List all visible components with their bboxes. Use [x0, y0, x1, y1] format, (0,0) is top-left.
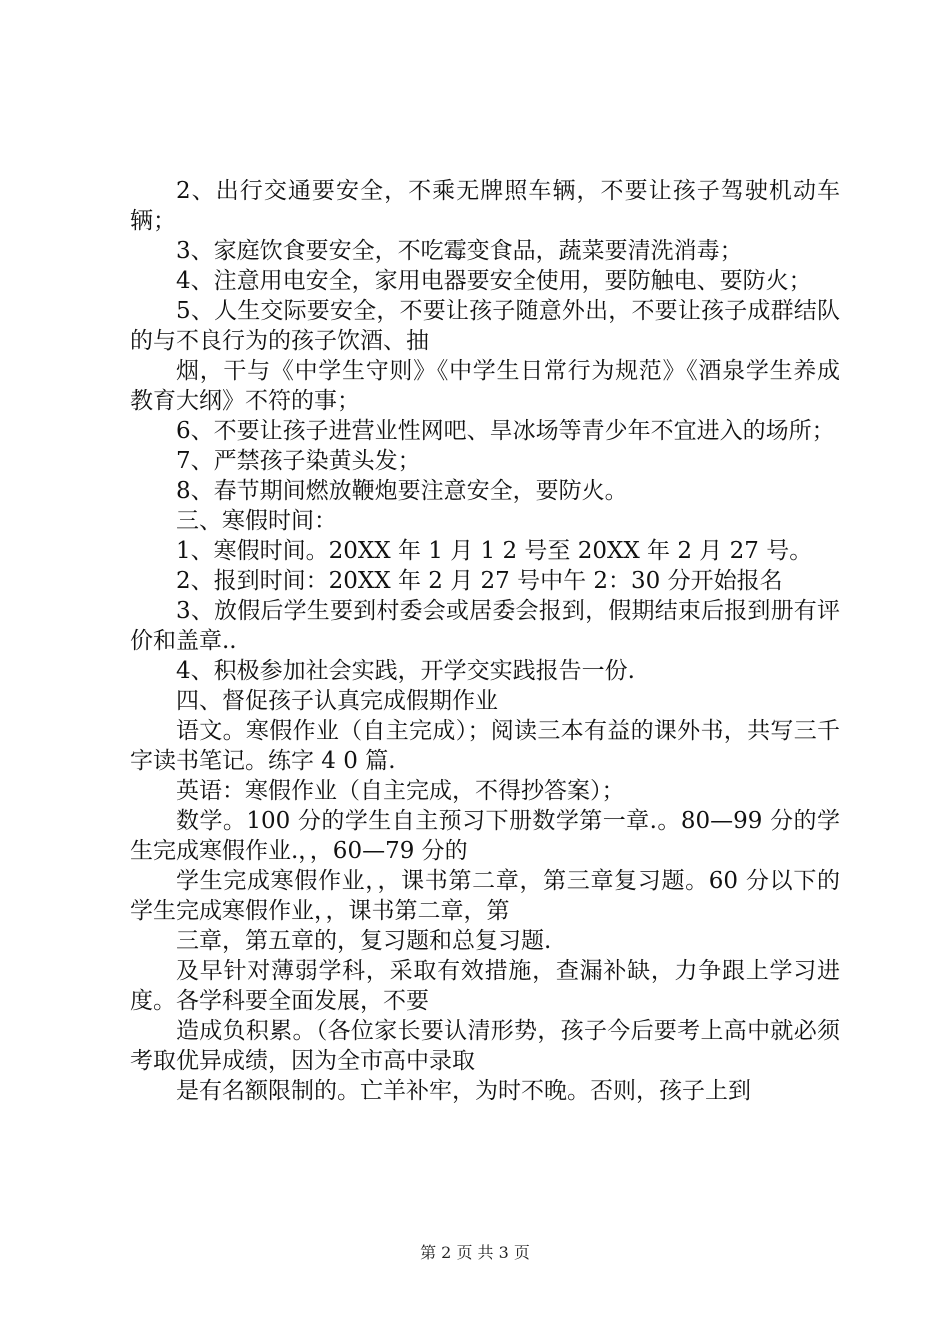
paragraph-item-4: 4、注意用电安全，家用电器要安全使用，要防触电、要防火； — [176, 268, 812, 294]
paragraph-weak-subjects: 及早针对薄弱学科，采取有效措施，查漏补缺，力争跟上学习进度。各学科要全面发展，不要 — [130, 958, 840, 1014]
paragraph-item-7: 7、严禁孩子染黄头发； — [176, 448, 421, 474]
paragraph-holiday-time: 1、寒假时间。20XX 年 1 月 1 2 号至 20XX 年 2 月 27 号。 — [176, 538, 813, 564]
paragraph-item-6: 6、不要让孩子进营业性网吧、旱冰场等青少年不宜进入的场所； — [176, 418, 835, 444]
page-number-footer: 第 2 页 共 3 页 — [420, 1243, 530, 1262]
paragraph-report-village: 3、放假后学生要到村委会或居委会报到，假期结束后报到册有评价和盖章.. — [130, 598, 840, 654]
paragraph-item-3: 3、家庭饮食要安全，不吃霉变食品，蔬菜要清洗消毒； — [176, 238, 743, 264]
paragraph-item-2: 2、出行交通要安全，不乘无牌照车辆，不要让孩子驾驶机动车辆； — [130, 178, 840, 234]
paragraph-parents-note-continued: 是有名额限制的。亡羊补牢，为时不晚。否则，孩子上到 — [176, 1078, 751, 1104]
paragraph-math-continued: 学生完成寒假作业，，课书第二章，第三章复习题。60 分以下的学生完成寒假作业，，课书第二章，第 — [130, 868, 840, 924]
section-heading-3: 三、寒假时间： — [176, 508, 337, 534]
section-heading-4: 四、督促孩子认真完成假期作业 — [176, 688, 498, 714]
paragraph-chinese: 语文。寒假作业（自主完成）；阅读三本有益的课外书，共写三千字读书笔记。练字 4 0 篇. — [130, 718, 840, 774]
paragraph-item-5: 5、人生交际要安全，不要让孩子随意外出，不要让孩子成群结队的与不良行为的孩子饮酒、抽 — [130, 298, 840, 354]
paragraph-math-continued-2: 三章，第五章的，复习题和总复习题. — [176, 928, 552, 954]
paragraph-report-time: 2、报到时间：20XX 年 2 月 27 号中午 2：30 分开始报名 — [176, 568, 783, 594]
paragraph-social-practice: 4、积极参加社会实践，开学交实践报告一份. — [176, 658, 635, 684]
paragraph-parents-note: 造成负积累。（各位家长要认清形势，孩子今后要考上高中就必须考取优异成绩，因为全市高中录取 — [130, 1018, 840, 1074]
paragraph-item-8: 8、春节期间燃放鞭炮要注意安全，要防火。 — [176, 478, 628, 504]
document-body — [130, 176, 840, 1106]
paragraph-english: 英语：寒假作业（自主完成，不得抄答案）； — [176, 778, 625, 804]
paragraph-item-5-continued: 烟，干与《中学生守则》《中学生日常行为规范》《酒泉学生养成教育大纲》不符的事； — [130, 358, 840, 414]
paragraph-math: 数学。100 分的学生自主预习下册数学第一章.。80—99 分的学生完成寒假作业.，，60—79 分的 — [130, 808, 840, 864]
